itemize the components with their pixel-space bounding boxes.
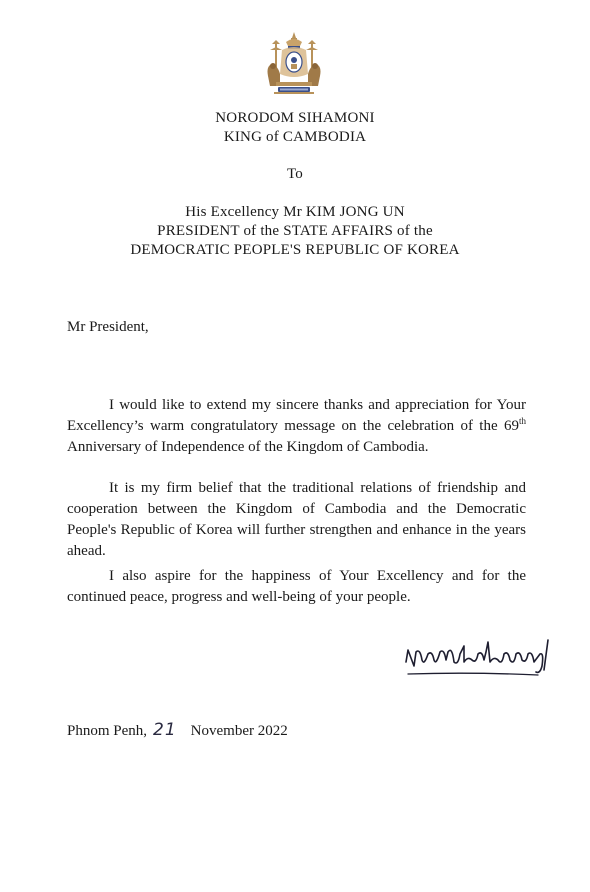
body-paragraph-1 [67, 395, 526, 458]
royal-coat-of-arms-icon [262, 30, 326, 98]
recipient-line-2: PRESIDENT of the STATE AFFAIRS of the [157, 223, 433, 239]
sender-name: NORODOM SIHAMONI [215, 110, 375, 126]
recipient-line-3: DEMOCRATIC PEOPLE'S REPUBLIC OF KOREA [130, 242, 460, 258]
body-paragraph-1-text: I would like to extend my sincere thanks and appreciation for Your Excellency’s warm congratulatory message on the celebration of the 69 [67, 397, 526, 434]
place: Phnom Penh, [67, 723, 148, 739]
body-paragraph-2: It is my firm belief that the traditional relations of friendship and cooperation between the Kingdom of Cambodia and the Democratic People's Republic of Korea will further strengthen and enhance in the years ahead. [67, 480, 526, 559]
place-and-date [67, 721, 288, 741]
recipient-line-1: His Excellency Mr KIM JONG UN [185, 204, 405, 220]
handwritten-day: 21 [153, 720, 177, 740]
body-paragraph-3: I also aspire for the happiness of Your Excellency and for the continued peace, progress and well-being of your people. [67, 568, 526, 605]
body-paragraph-1-tail: Anniversary of Independence of the Kingdom of Cambodia. [67, 439, 429, 455]
signature-icon [402, 632, 554, 680]
month-year: November 2022 [190, 723, 288, 739]
to-label: To [286, 166, 303, 182]
ordinal-suffix: th [518, 416, 526, 426]
sender-title: KING of CAMBODIA [223, 129, 367, 145]
salutation: Mr President, [67, 319, 149, 335]
